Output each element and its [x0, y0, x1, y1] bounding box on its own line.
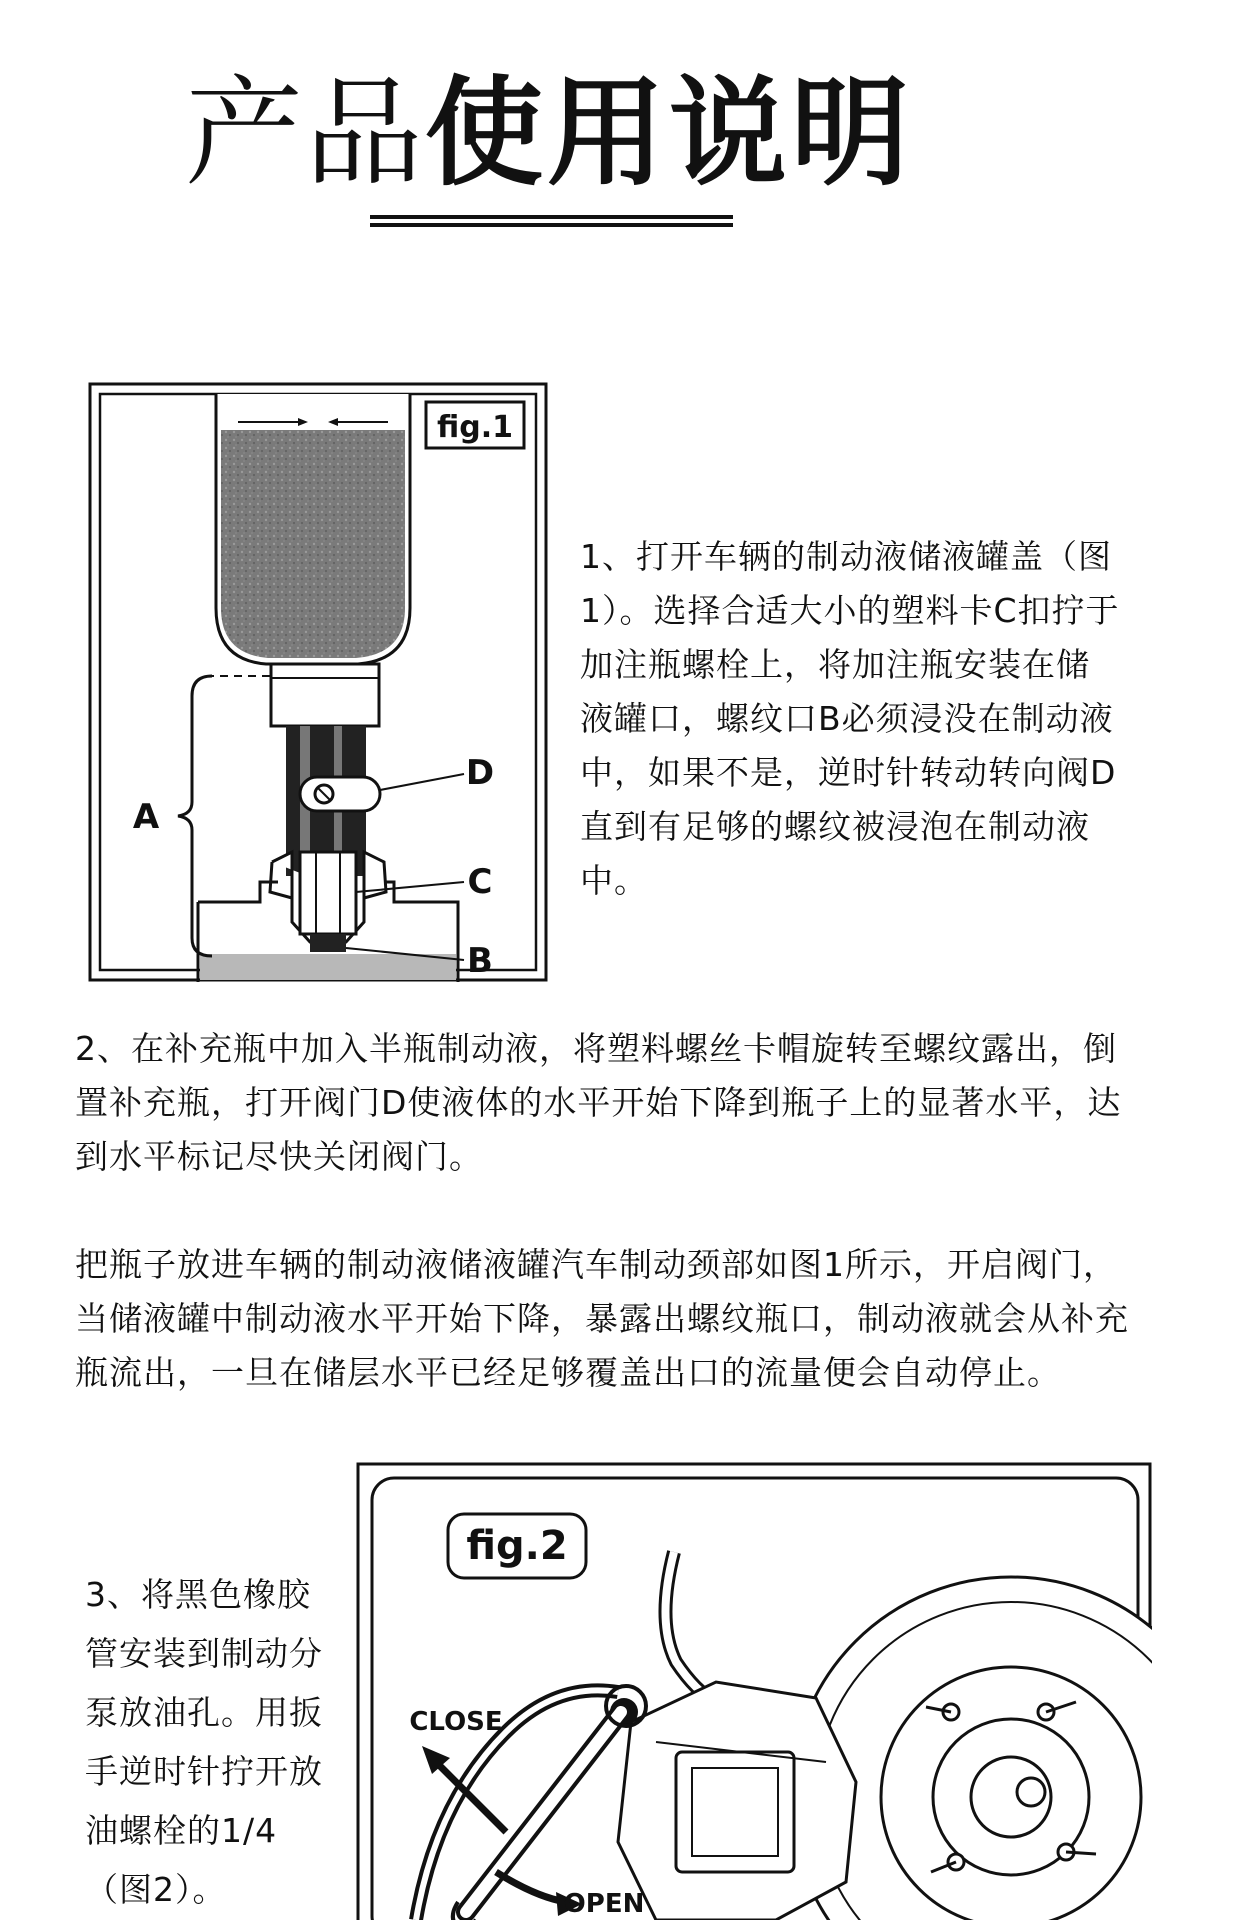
figure-1-diagram [88, 382, 548, 982]
callout-c: C [467, 862, 493, 902]
page-title-bold: 使用说明 [425, 64, 914, 202]
step-1-text: 1、打开车辆的制动液储液罐盖（图1）。选择合适大小的塑料卡C扣拧于加注瓶螺栓上，将加注瓶安装在储液罐口，螺纹口B必须浸没在制动液中，如果不是，逆时针转动转向阀D直到有足够的螺纹被浸泡在制动液中。 [580, 537, 1120, 900]
callout-a: A [132, 797, 160, 837]
step-2-continued-text: 把瓶子放进车辆的制动液储液罐汽车制动颈部如图1所示，开启阀门，当储液罐中制动液水平开始下降，暴露出螺纹瓶口，制动液就会从补充瓶流出，一旦在储层水平已经足够覆盖出口的流量便会自动停止。 [75, 1245, 1129, 1392]
thread-outlet-b [310, 934, 346, 952]
page-title [185, 52, 914, 202]
step-2-text: 2、在补充瓶中加入半瓶制动液，将塑料螺丝卡帽旋转至螺纹露出，倒置补充瓶，打开阀门D使液体的水平开始下降到瓶子上的显著水平，达到水平标记尽快关闭阀门。 [75, 1029, 1122, 1176]
bottle-collar [271, 664, 379, 726]
callout-b: B [467, 941, 493, 981]
step-3-text: 3、将黑色橡胶管安装到制动分泵放油孔。用扳手逆时针拧开放油螺栓的1/4（图2）。 [85, 1575, 323, 1909]
figure-1-label: fig.1 [437, 410, 513, 445]
close-label: CLOSE [409, 1707, 503, 1737]
callout-d: D [465, 753, 495, 793]
figure-2-diagram [356, 1462, 1152, 1920]
open-label: OPEN [563, 1889, 645, 1919]
valve-d [300, 777, 380, 811]
page-title-light: 产品 [185, 64, 426, 202]
title-underline [370, 215, 733, 227]
clip-c [300, 852, 356, 934]
figure-2-label: fig.2 [466, 1523, 568, 1569]
